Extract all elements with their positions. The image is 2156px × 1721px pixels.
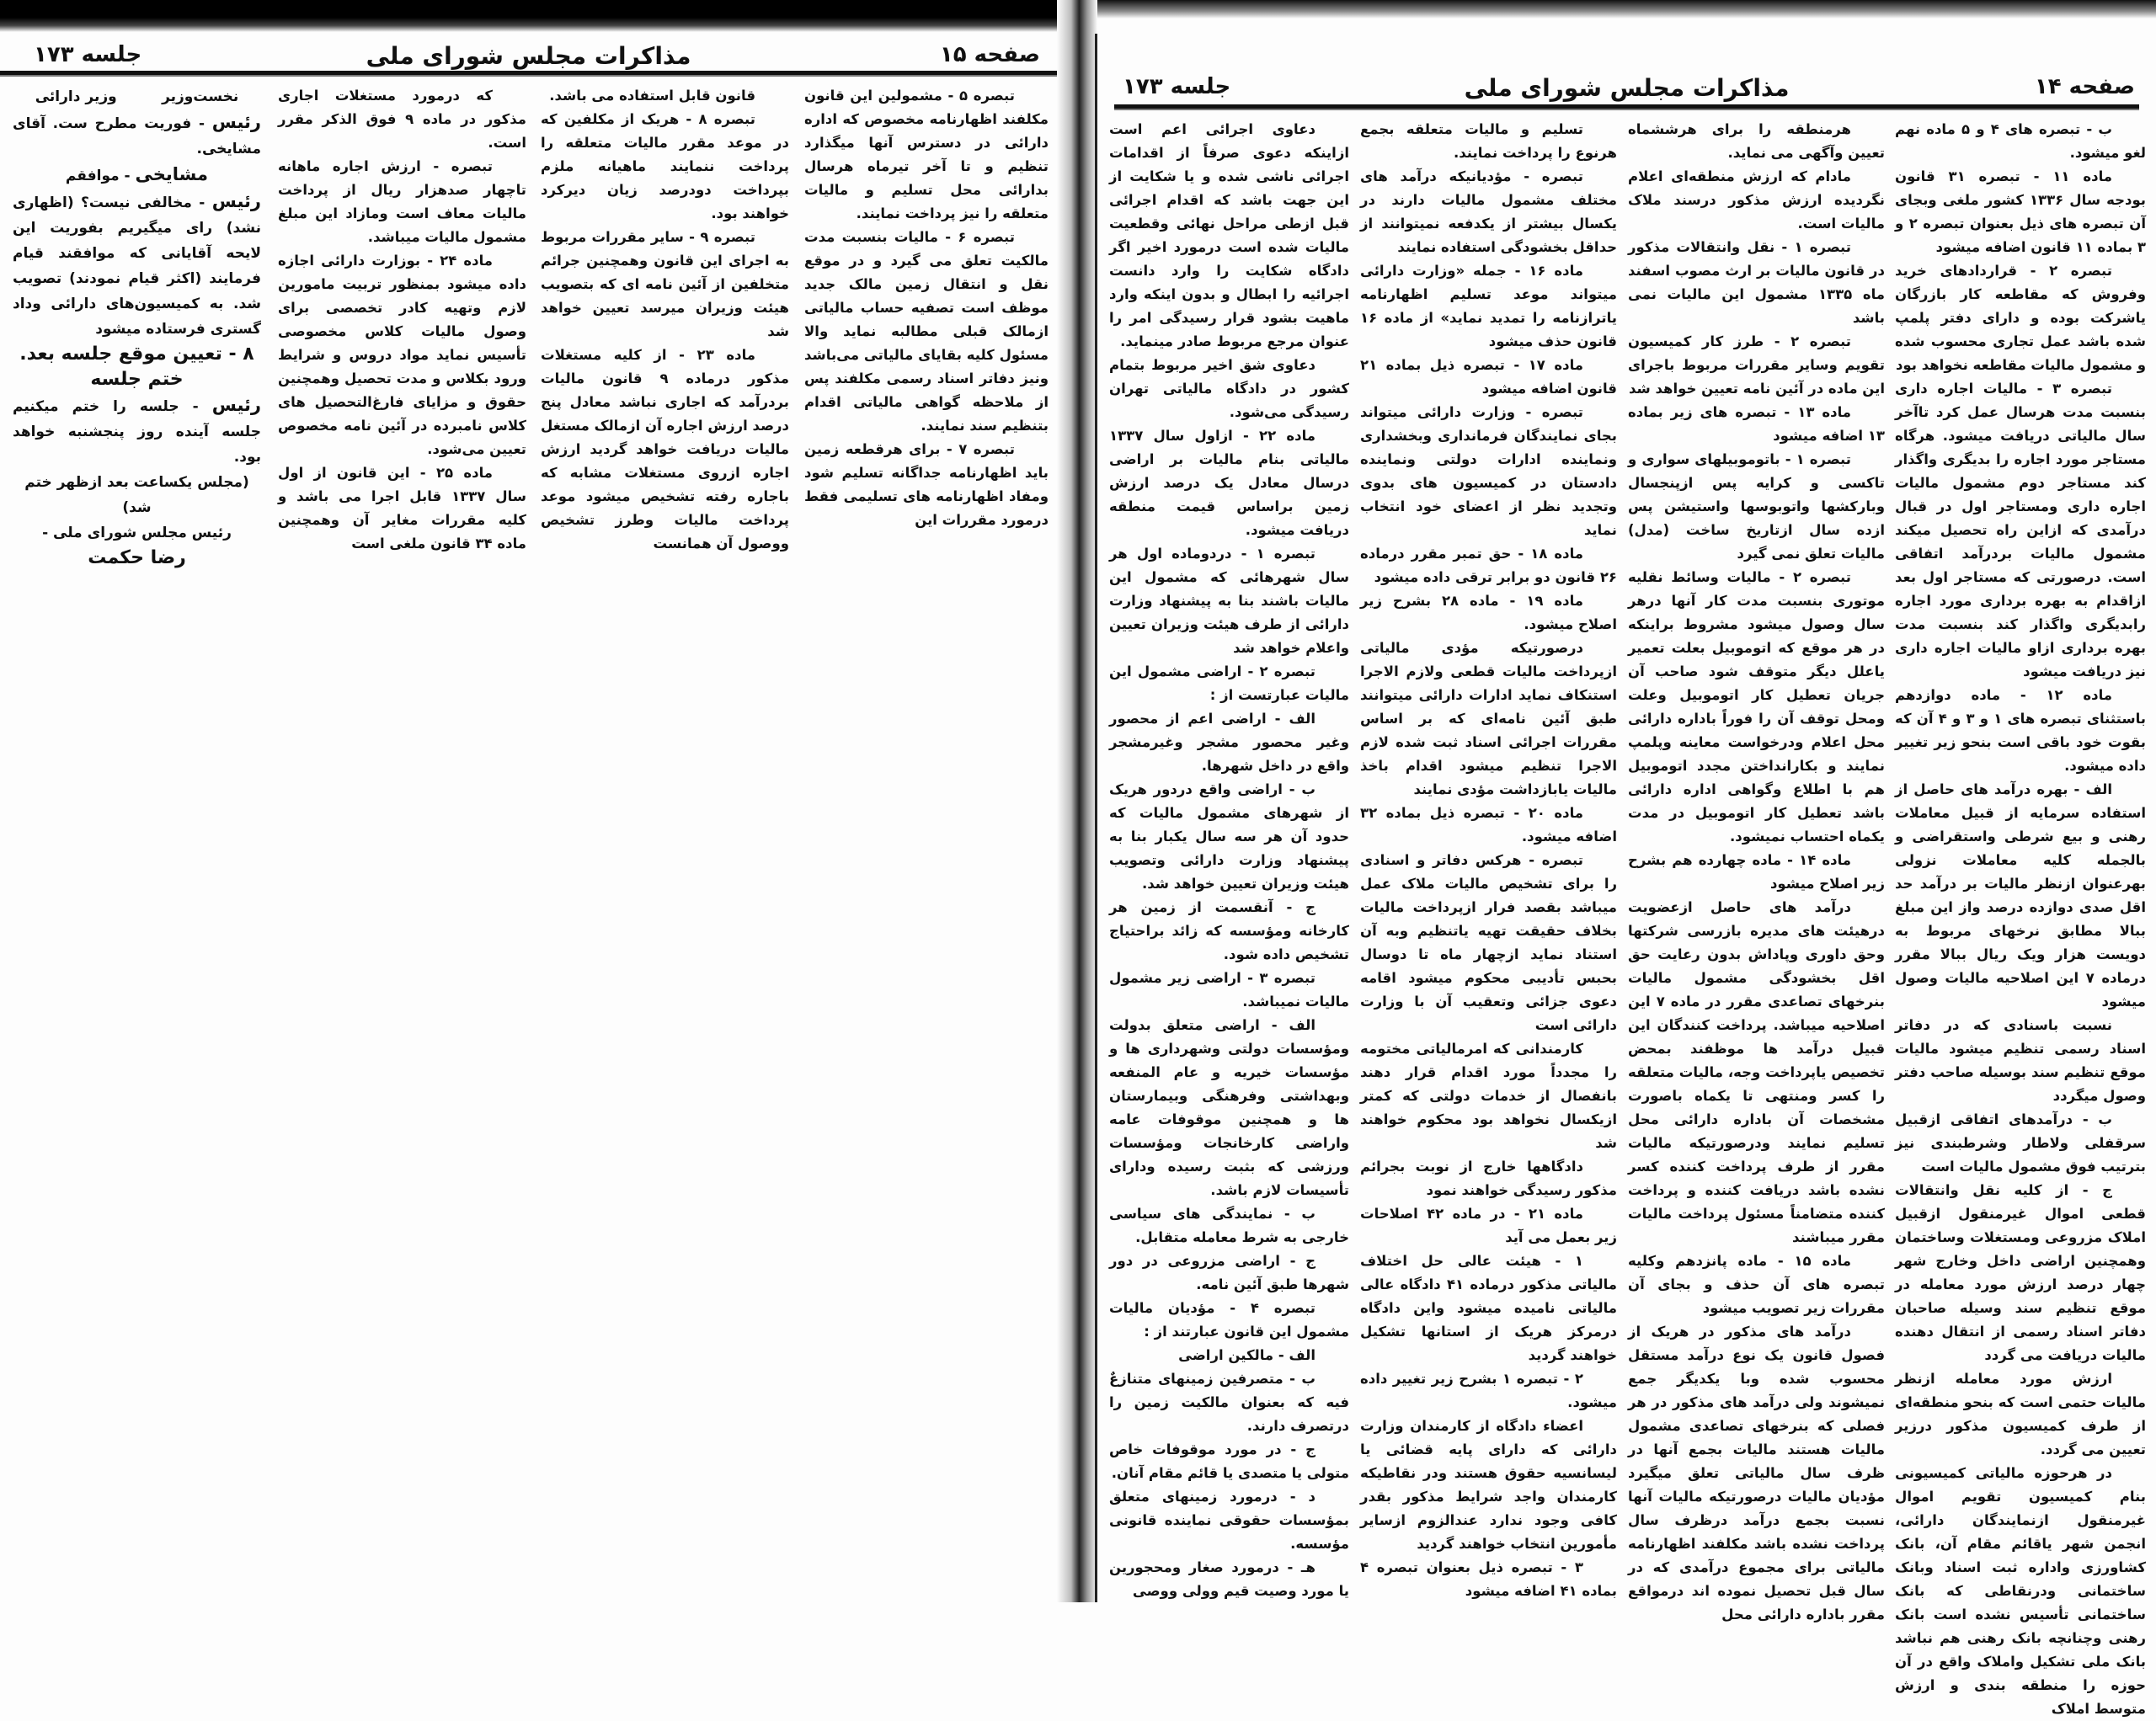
paragraph: تبصره ۱ - باتوموبیلهای سواری و تاکسی و کرایه پس ازپنجسال وبارکشها واتوبوسها واستیشن پس ازده سال ازتاریخ ساخت (مدل) مالیات تعلق نمی گیرد: [1628, 451, 1885, 562]
paragraph: تبصره - مؤدیانیکه درآمد های مختلف مشمول مالیات دارند در یکسال بیشتر از یکدفعه نمیتوانند از حداقل بخشودگی استفاده نمایند: [1360, 168, 1617, 255]
paragraph: کارمندانی که امرمالیاتی مختومه را مجدداً مورد اقدام قرار دهند بانفصال از خدمات دولتی که کمتر ازیکسال نخواهد بود محکوم خواهند شد: [1360, 1041, 1617, 1151]
speech-line: [13, 162, 261, 189]
speaker-name: رئیس: [211, 395, 261, 415]
paragraph: الف - اراضی متعلق بدولت ومؤسسات دولتی وشهرداری ها و مؤسسات خیریه و عام المنفعه وبهداشتی وفرهنگی وبیمارستان ها و همچنین موقوفات عامه واراضی کارخانجات ومؤسسات ورزشی که بثبت رسیده ودارای تأسیسات لازم باشد.: [1109, 1017, 1349, 1198]
paragraph: الف - مالکین اراضی: [1178, 1347, 1315, 1363]
adjournment-note: (مجلس یکساعت بعد ازظهر ختم شد): [24, 474, 249, 516]
session-number: جلسه ۱۷۳: [1123, 74, 1231, 99]
paragraph: ماده ۱۸ - حق تمبر مقرر درماده ۲۶ قانون دو برابر ترقی داده میشود: [1360, 546, 1617, 585]
left-page: [0, 0, 1057, 1602]
paragraph: ج - اراضی مزروعی در دور شهرها طبق آئین نامه.: [1109, 1253, 1349, 1292]
text-column-2: [541, 84, 789, 556]
paragraph: درآمد های حاصل ازعضویت درهیئت های مدیره بازرسی شرکتها وحق داوری وپاداش بدون رعایت حق اقل بخشودگی مشمول مالیات بنرخهای تصاعدی مقرر در ماده ۷ این اصلاحیه میباشد. پرداخت کنندگان این قبیل درآمد ها موظفند بمحض تخصیص یاپرداخت وجه، مالیات متعلقه را کسر ومنتهی تا یکماه باصورت مشخصات آن باداره دارائی محل تسلیم نمایند ودرصورتیکه مالیات مقرر از طرف پرداخت کننده کسر نشده باشد دریافت کننده و پرداخت کننده متضامناً مسئول پرداخت مالیات مقرر میباشند: [1628, 899, 1885, 1245]
text-column-3: [278, 84, 526, 556]
paragraph: مادام که ارزش منطقه‌ای اعلام نگردیده ارزش مذکور درسند ملاک مالیات است.: [1628, 168, 1885, 232]
paragraph: دعاوی شق اخیر مربوط بتمام کشور در دادگاه مالیاتی تهران رسیدگی می‌شود.: [1109, 357, 1349, 420]
paragraph: ج - آنقسمت از زمین هر کارخانه ومؤسسه که زائد براحتیاج تشخیص داده شود.: [1109, 899, 1349, 962]
paragraph: ماده ۱۲ - ماده دوازدهم باستثنای تبصره های ۱ و ۳ و ۴ آن که بقوت خود باقی است بنحو زیر تغییر داده میشود.: [1895, 687, 2146, 774]
text-column-4: [1109, 118, 1349, 1603]
paragraph: تبصره - وزارت دارائی میتواند بجای نمایندگان فرمانداری وبخشداری ونماینده ادارات دولتی ونماینده دادستان در کمیسیون های بدوی وتجدید نظر از اعضای خود انتخاب نماید: [1360, 404, 1617, 538]
speaker-name: رئیس: [211, 191, 261, 211]
paragraph: د - درمورد زمینهای متعلق بمؤسسات حقوقی نماینده قانونی مؤسسه.: [1109, 1489, 1349, 1552]
paragraph: تبصره ۴ - مؤدیان مالیات مشمول این قانون عبارتند از :: [1109, 1300, 1349, 1340]
paragraph: اعضاء دادگاه از کارمندان وزارت دارائی که دارای پایه قضائی یا لیسانسیه حقوق هستند ودر نقاطیکه کارمندان واجد شرایط مذکور بقدر کافی وجود ندارد عندالزوم ازسایر مأمورین انتخاب خواهند گردید: [1360, 1418, 1617, 1552]
paragraph: ماده ۲۱ - در ماده ۴۲ اصلاحات زیر بعمل می آید: [1360, 1206, 1617, 1245]
paragraph: ب - درآمدهای اتفاقی ازقبیل سرقفلی ولاطار وشرطبندی نیز بترتیب فوق مشمول مالیات است: [1895, 1111, 2146, 1175]
text-column-1: [1895, 118, 2146, 1721]
right-page: [1097, 0, 2156, 1717]
paragraph: تبصره - ارزش اجاره ماهانه تاچهار صدهزار ریال از پرداخت مالیات معاف است ومازاد این مبلغ مشمول مالیات میباشد.: [278, 158, 526, 245]
text-column-1: [804, 84, 1049, 532]
paragraph: ج - در مورد موقوفات خاص متولی یا متصدی یا قائم مقام آنان.: [1109, 1441, 1349, 1481]
paragraph: ماده ۱۶ - جمله «وزارت دارائی میتواند موعد تسلیم اظهارنامه یاترازنامه را تمدید نماید» از ماده ۱۶ قانون حذف میشود: [1360, 263, 1617, 349]
paragraph: درآمد های مذکور در هریک از فصول قانون یک نوع درآمد مستقل محسوب شده وبا یکدیگر جمع نمیشوند ولی درآمد های مذکور در هر فصلی که بنرخهای تصاعدی مشمول مالیات هستند مالیات بجمع آنها در ظرف سال مالیاتی تعلق میگیرد مؤدیان مالیات درصورتیکه مالیات آنها نسبت بجمع درآمد درظرف سال پرداخت نشده باشد مکلفند اظهارنامه مالیاتی برای مجموع درآمدی که در سال قبل تحصیل نموده اند درمواقع مقرر باداره دارائی محل: [1628, 1324, 1885, 1622]
paragraph: هرمنطقه را برای هرششماه تعیین وآگهی می نماید.: [1628, 121, 1885, 161]
paragraph: ماده ۱۹ - ماده ۲۸ بشرح زیر اصلاح میشود.: [1360, 593, 1617, 632]
paragraph: تبصره ۷ - برای هرقطعه زمین باید اظهارنامه جداگانه تسلیم شود ومفاد اظهارنامه های تسلیمی فقط درمورد مقررات این: [804, 441, 1049, 528]
paragraph: تبصره ۲ - اراضی مشمول این مالیات عبارتست از :: [1109, 663, 1349, 703]
paragraph: الف - بهره درآمد های حاصل از استفاده سرمایه از قبیل معاملات رهنی و بیع شرطی واستقراضی و بالجمله کلیه معاملات نزولی بهرعنوان ازنظر مالیات بر درآمد حد اقل صدی دوازده درصد واز این مبلغ ببالا مطابق نرخهای مربوط به دویست هزار ویک ریال ببالا مقرر درماده ۷ این اصلاحیه مالیات وصول میشود: [1895, 781, 2146, 1010]
speech-line: [13, 392, 261, 470]
speaker-name: مشایخی: [135, 164, 209, 184]
publication-title: مذاکرات مجلس شورای ملی: [366, 42, 691, 70]
page-header: [1097, 74, 2156, 108]
session-number: جلسه ۱۷۳: [34, 42, 142, 67]
publication-title: مذاکرات مجلس شورای ملی: [1464, 74, 1790, 102]
paragraph: ماده ۱۱ - تبصره ۳۱ قانون بودجه سال ۱۳۳۶ کشور ملغی وبجای آن تبصره های ذیل بعنوان تبصره ۲ و ۳ بماده ۱۱ قانون اضافه میشود: [1895, 168, 2146, 255]
speech-text: - مخالفی نیست؟ (اظهاری نشد) رای میگیریم بفوریت این لایحه آقایانی که موافقند قیام فرمایند (اکثر قیام نمودند) تصویب شد. به کمیسیون‌های دارائی وداد گستری فرستاده میشود: [13, 194, 261, 338]
paragraph: تبصره ۲ - قراردادهای خرید وفروش که مقاطعه کار بازرگان یاشرکت بوده و دارای دفتر پلمپ شده باشد عمل تجاری محسوب شده و مشمول مالیات مقاطعه نخواهد بود: [1895, 263, 2146, 373]
speech-text: - موافقم: [65, 168, 131, 184]
paragraph: تبصره ۳ - اراضی زیر مشمول مالیات نمیباشد.: [1109, 970, 1349, 1010]
paragraph: ماده ۱۴ - ماده چهارده هم بشرح زیر اصلاح میشود: [1628, 852, 1885, 892]
paragraph: تبصره ۶ - مالیات بنسبت مدت مالکیت تعلق می گیرد و در موقع نقل و انتقال زمین مالک جدید موظف است تصفیه حساب مالیاتی ازمالک قبلی مطالبه نماید والا مسئول کلیه بقایای مالیاتی می‌باشد ونیز دفاتر اسناد رسمی مکلفند پس از ملاحظه گواهی مالیاتی اقدام بتنظیم سند نمایند.: [804, 229, 1049, 434]
president-title: رئیس مجلس شورای ملی -: [42, 525, 232, 541]
text-column-3: [1360, 118, 1617, 1603]
signature-finance-minister: وزیر دارائی: [35, 88, 117, 105]
paragraph: نسبت باسنادی که در دفاتر اسناد رسمی تنظیم میشود مالیات موقع تنظیم سند بوسیله صاحب دفتر وصول میگردد: [1895, 1017, 2146, 1104]
paragraph: ب - نمایندگی های سیاسی خارجی به شرط معامله متقابل.: [1109, 1206, 1349, 1245]
paragraph: ۳ - تبصره ذیل بعنوان تبصره ۴ بماده ۴۱ اضافه میشود: [1360, 1559, 1617, 1599]
section-heading: ۸ - تعیین موقع جلسه بعد.: [19, 344, 254, 365]
paragraph: تبصره ۱ - دردوماده اول هر سال شهرهائی که مشمول این مالیات باشند بنا به پیشنهاد وزارت دارائی از طرف هیئت وزیران تعیین واعلام خواهد شد: [1109, 546, 1349, 656]
speech-line: [13, 109, 261, 162]
paragraph: تسلیم و مالیات متعلقه بجمع هرنوع را پرداخت نمایند.: [1360, 121, 1617, 161]
paragraph: دادگاهها خارج از نوبت بجرائم مذکور رسیدگی خواهند نمود: [1360, 1159, 1617, 1198]
closing-column: [13, 84, 261, 571]
paragraph: تبصره ۵ - مشمولین این قانون مکلفند اظهارنامه مخصوص که اداره دارائی در دسترس آنها میگذارد تنظیم و تا آخر تیرماه هرسال بدارائی محل تسلیم و مالیات متعلقه را نیز پرداخت نمایند.: [804, 88, 1049, 221]
paragraph: ماده ۲۲ - ازاول سال ۱۳۳۷ مالیاتی بنام مالیات بر اراضی درسال معادل یک درصد ارزش زمین براساس قیمت منطقه دریافت میشود.: [1109, 428, 1349, 538]
paragraph: ارزش مورد معامله ازنظر مالیات حتمی است که بنحو منطقه‌ای از طرف کمیسیون مذکور درزیر تعیین می گردد.: [1895, 1371, 2146, 1457]
speaker-name: رئیس: [211, 112, 261, 132]
paragraph: قانون قابل استفاده می باشد.: [549, 88, 755, 104]
paragraph: ماده ۲۳ - از کلیه مستغلات مذکور درماده ۹ قانون مالیات بردرآمد که اجاری نباشد معادل پنج درصد ارزش اجاره آن ازمالک مستغل مالیات دریافت خواهد گردید ارزش اجاره ازروی مستغلات مشابه که باجاره رفته تشخیص میشود موعد پرداخت مالیات وطرز تشخیص ووصول آن همانست: [541, 347, 790, 551]
paragraph: ماده ۲۰ - تبصره ذیل بماده ۳۲ اضافه میشود.: [1360, 805, 1617, 845]
paragraph: تبصره ۸ - هریک از مکلفین که در موعد مقرر مالیات متعلقه را پرداخت ننمایند ماهیانه ملزم بپرداخت دودرصد زیان دیرکرد خواهند بود.: [541, 111, 789, 221]
text-column-2: [1628, 118, 1885, 1627]
paragraph: ب - متصرفین زمینهای متنازعٌ فیه که بعنوان مالکیت زمین را درتصرف دارند.: [1109, 1371, 1349, 1434]
paragraph: که درمورد مستغلات اجاری مذکور در ماده ۹ فوق الذکر مقرر است.: [278, 88, 526, 151]
paragraph: ب - تبصره های ۴ و ۵ ماده نهم لغو میشود.: [1895, 121, 2146, 161]
speech-text: - فوریت مطرح ست. آقای مشایخی.: [13, 115, 261, 157]
page-number: صفحه ۱۵: [939, 42, 1040, 67]
paragraph: ج - از کلیه نقل وانتقالات قطعی اموال غیرمنقول ازقبیل املاک مزروعی ومستغلات وساختمان وهمچنین اراضی داخل وخارج شهر چهار درصد ارزش مورد معامله در موقع تنظیم سند وسیله صاحبان دفاتر اسناد رسمی از انتقال دهنده مالیات دریافت می گردد: [1895, 1182, 2146, 1363]
speech-line: [13, 189, 261, 342]
paragraph: تبصره ۹ - سایر مقررات مربوط به اجرای این قانون وهمچنین جرائم متخلفین از آئین نامه ای که بتصویب هیئت وزیران میرسد تعیین خواهد شد: [541, 229, 789, 339]
paragraph: ماده ۱۷ - تبصره ذیل بماده ۲۱ قانون اضافه میشود: [1360, 357, 1617, 397]
book-gutter: [1057, 0, 1097, 1602]
paragraph: تبصره ۲ - طرز کار کمیسیون تقویم وسایر مقررات مربوط باجرای این ماده در آئین نامه تعیین خواهد شد: [1628, 333, 1885, 397]
signature-prime-minister: نخست‌وزیر: [162, 88, 239, 105]
paragraph: هـ - درمورد صغار ومحجورین یا مورد وصیت قیم وولی ووصی: [1109, 1559, 1349, 1599]
paragraph: ماده ۱۳ - تبصره های زیر بماده ۱۳ اضافه میشود: [1628, 404, 1885, 444]
paragraph: درصورتیکه مؤدی مالیاتی ازپرداخت مالیات قطعی ولازم الاجرا استنکاف نماید ادارات دارائی میتوانند طبق آئین نامه‌ای که بر اساس مقررات اجرائی اسناد ثبت شده لازم الاجرا تنظیم میشود اقدام باخذ مالیات یابازداشت مؤدی نمایند: [1360, 640, 1617, 797]
paragraph: تبصره ۲ - مالیات وسائط نقلیه موتوری بنسبت مدت کار آنها درهر سال وصول میشود مشروط براینکه در هر موقع که اتوموبیل بعلت تعمیر یاعلل دیگر متوقف شود صاحب آن جریان تعطیل کار اتوموبیل وعلت ومحل توقف آن را فوراً باداره دارائی محل اعلام ودرخواست معاینه وپلمپ نمایند و بکارانداختن مجدد اتوموبیل هم با اطلاع وگواهی اداره دارائی باشد تعطیل کار اتوموبیل در مدت یکماه احتساب نمیشود.: [1628, 569, 1885, 845]
president-name: رضا حکمت: [88, 547, 186, 568]
paragraph: تبصره ۳ - مالیات اجاره داری بنسبت مدت هرسال عمل کرد تاآخر سال مالیاتی دریافت میشود. هرگاه مستاجر مورد اجاره را بدیگری واگذار کند مستاجر دوم مشمول مالیات اجاره داری ومستاجر اول در قبال درآمدی که ازاین راه تحصیل میکند مشمول مالیات بردرآمد اتفاقی است. درصورتی که مستاجر اول بعد ازاقدام به بهره برداری مورد اجاره رابدیگری واگذار کند بنسبت مدت بهره برداری ازاو مالیات اجاره داری نیز دریافت میشود: [1895, 381, 2146, 679]
paragraph: ۲ - تبصره ۱ بشرح زیر تغییر داده میشود.: [1360, 1371, 1617, 1410]
paragraph: تبصره ۱ - نقل وانتقالات مذکور در قانون مالیات بر ارث مصوب اسفند ماه ۱۳۳۵ مشمول این مالیات نمی باشد: [1628, 239, 1885, 326]
paragraph: ب - اراضی واقع دردور هریک از شهرهای مشمول مالیات که حدود آن هر سه سال یکبار بنا به پیشنهاد وزارت دارائی وتصویب هیئت وزیران تعیین خواهد شد.: [1109, 781, 1349, 892]
section-heading: ختم جلسه: [90, 369, 184, 390]
paragraph: الف - اراضی اعم از محصور وغیر محصور مشجر وغیرمشجر واقع در داخل شهرها.: [1109, 711, 1349, 774]
paragraph: تبصره - هرکس دفاتر و اسنادی را برای تشخیص مالیات ملاک عمل میباشد بقصد فرار ازپرداخت مالیات بخلاف حقیقت تهیه یاتنظیم وبه آن استناد نماید ازچهار ماه تا دوسال بحبس تأدیبی محکوم میشود اقامه دعوی جزائی وتعقیب آن با وزارت دارائی است: [1360, 852, 1617, 1033]
paragraph: ماده ۲۵ - این قانون از اول سال ۱۳۳۷ قابل اجرا می باشد و کلیه مقررات مغایر آن وهمچنین ماده ۳۴ قانون ملغی است: [278, 465, 526, 551]
page-number: صفحه ۱۴: [2034, 74, 2135, 99]
header-rule: [1114, 104, 2139, 110]
paragraph: ماده ۲۴ - بوزارت دارائی اجازه داده میشود بمنظور تربیت مامورین لازم وتهیه کادر تخصصی برای وصول مالیات کلاس مخصوصی تأسیس نماید مواد دروس و شرایط ورود بکلاس و مدت تحصیل وهمچنین حقوق و مزایای فارغ‌التحصیل های کلاس نامبرده در آئین نامه مخصوص تعیین می‌شود.: [278, 253, 526, 457]
signatures: [13, 84, 261, 109]
paragraph: در هرحوزه مالیاتی کمیسیونی بنام کمیسیون تقویم اموال غیرمنقول ازنمایندگان دارائی، انجمن شهر یاقائم مقام آن، بانک کشاورزی واداره ثبت اسناد وبانک ساختمانی ودرنقاطی که بانک ساختمانی تأسیس نشده است بانک رهنی وچنانچه بانک رهنی هم نباشد بانک ملی تشکیل واملاک واقع در آن حوزه را منطقه بندی و ارزش متوسط املاک: [1895, 1465, 2146, 1717]
speech-text: - جلسه را ختم میکنیم جلسه آینده روز پنجشنبه خواهد بود.: [13, 398, 261, 466]
paragraph: دعاوی اجرائی اعم است ازاینکه دعوی صرفاً از اقدامات اجرائی ناشی شده و یا شکایت از این جهت باشد که اقدام اجرائی قبل ازطی مراحل نهائی وقطعیت مالیات شده است درمورد اخیر اگر دادگاه شکایت را وارد دانست اجرائیه را ابطال و بدون اینکه وارد ماهیت بشود قرار رسیدگی امر را عنوان مرجع مربوط صادر مینماید.: [1109, 121, 1349, 349]
paragraph: ۱ - هیئت عالی حل اختلاف مالیاتی مذکور درماده ۴۱ دادگاه عالی مالیاتی نامیده میشود واین دادگاه درمرکز هریک از استانها تشکیل خواهند گردید: [1360, 1253, 1618, 1363]
paragraph: ماده ۱۵ - ماده پانزدهم وکلیه تبصره های آن حذف و بجای آن مقررات زیر تصویب میشود: [1628, 1253, 1885, 1316]
header-rule: [0, 71, 1057, 77]
